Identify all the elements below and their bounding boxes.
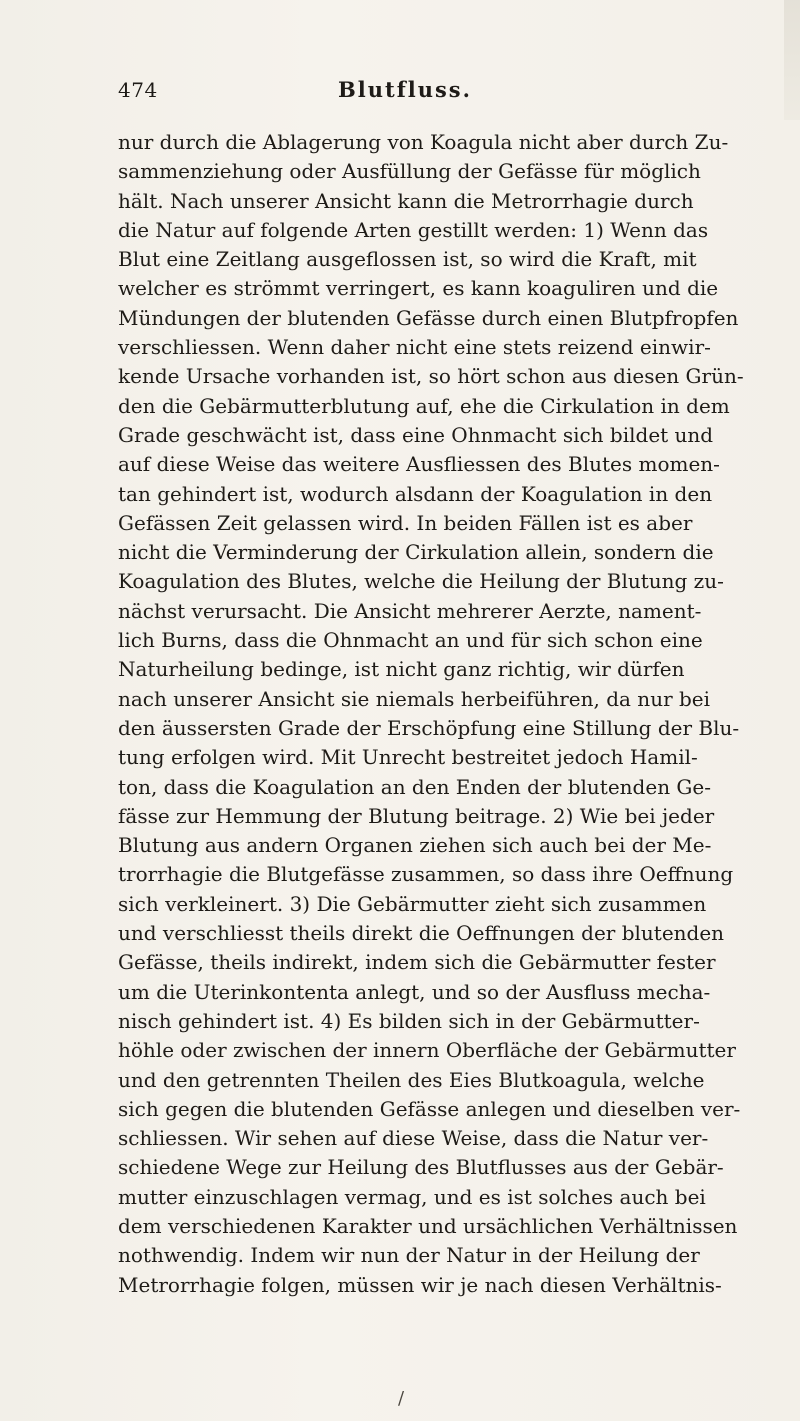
text-line: trorrhagie die Blutgefässe zusammen, so dass ihre Oeffnung [118, 862, 734, 887]
text-line: tan gehindert ist, wodurch alsdann der Koagulation in den [118, 481, 713, 506]
footer-mark: / [398, 1388, 405, 1409]
text-line: Koagulation des Blutes, welche die Heilung der Blutung zu- [118, 569, 724, 594]
text-line: kende Ursache vorhanden ist, so hört schon aus diesen Grün- [118, 364, 744, 389]
page-number: 474 [118, 78, 158, 102]
text-line: sich gegen die blutenden Gefässe anlegen und dieselben ver- [118, 1096, 741, 1121]
text-line: nothwendig. Indem wir nun der Natur in der Heilung der [118, 1243, 700, 1268]
text-line: dem verschiedenen Karakter und ursächlichen Verhältnissen [118, 1213, 738, 1238]
text-line: Gefässe, theils indirekt, indem sich die Gebärmutter fester [118, 950, 716, 975]
page-edge-shadow [784, 0, 800, 120]
text-line: verschliessen. Wenn daher nicht eine stets reizend einwir- [118, 335, 711, 360]
text-line: und verschliesst theils direkt die Oeffnungen der blutenden [118, 921, 725, 946]
text-line: hält. Nach unserer Ansicht kann die Metrorrhagie durch [118, 188, 694, 213]
text-line: den äussersten Grade der Erschöpfung eine Stillung der Blu- [118, 715, 740, 740]
text-line: ton, dass die Koagulation an den Enden der blutenden Ge- [118, 774, 711, 799]
text-line: Grade geschwächt ist, dass eine Ohnmacht sich bildet und [118, 422, 714, 447]
text-line: mutter einzuschlagen vermag, und es ist solches auch bei [118, 1184, 706, 1209]
text-line: Metrorrhagie folgen, müssen wir je nach diesen Verhältnis- [118, 1272, 722, 1297]
text-line: schiedene Wege zur Heilung des Blutflusses aus der Gebär- [118, 1155, 724, 1180]
page-header [118, 78, 684, 108]
body-text [118, 128, 744, 1300]
text-line: die Natur auf folgende Arten gestillt werden: 1) Wenn das [118, 217, 709, 242]
text-line: sich verkleinert. 3) Die Gebärmutter zieht sich zusammen [118, 891, 707, 916]
text-line: Blutung aus andern Organen ziehen sich auch bei der Me- [118, 833, 712, 858]
text-line: und den getrennten Theilen des Eies Blutkoagula, welche [118, 1067, 705, 1092]
text-line: nur durch die Ablagerung von Koagula nicht aber durch Zu- [118, 130, 729, 154]
text-line: fässe zur Hemmung der Blutung beitrage. 2) Wie bei jeder [118, 803, 715, 828]
text-line: um die Uterinkontenta anlegt, und so der Ausfluss mecha- [118, 979, 711, 1004]
text-line: Gefässen Zeit gelassen wird. In beiden Fällen ist es aber [118, 510, 693, 535]
text-line: nächst verursacht. Die Ansicht mehrerer Aerzte, nament- [118, 598, 702, 623]
text-line: Naturheilung bedinge, ist nicht ganz richtig, wir dürfen [118, 657, 685, 682]
text-line: tung erfolgen wird. Mit Unrecht bestreitet jedoch Hamil- [118, 745, 698, 770]
text-line: lich Burns, dass die Ohnmacht an und für sich schon eine [118, 628, 703, 653]
text-line: Blut eine Zeitlang ausgeflossen ist, so wird die Kraft, mit [118, 247, 697, 272]
text-line: welcher es strömmt verringert, es kann koaguliren und die [118, 276, 719, 301]
text-line: auf diese Weise das weitere Ausfliessen des Blutes momen- [118, 452, 720, 477]
text-line: nach unserer Ansicht sie niemals herbeiführen, da nur bei [118, 686, 711, 711]
text-line: höhle oder zwischen der innern Oberfläche der Gebärmutter [118, 1038, 736, 1063]
text-line: nisch gehindert ist. 4) Es bilden sich in der Gebärmutter- [118, 1008, 700, 1033]
text-line: sammenziehung oder Ausfüllung der Gefässe für möglich [118, 159, 701, 184]
text-line: den die Gebärmutterblutung auf, ehe die Cirkulation in dem [118, 393, 730, 418]
text-line: schliessen. Wir sehen auf diese Weise, dass die Natur ver- [118, 1126, 709, 1151]
running-title: Blutfluss. [338, 77, 472, 102]
text-line: nicht die Verminderung der Cirkulation allein, sondern die [118, 540, 714, 565]
text-line: Mündungen der blutenden Gefässe durch einen Blutpfropfen [118, 305, 739, 330]
